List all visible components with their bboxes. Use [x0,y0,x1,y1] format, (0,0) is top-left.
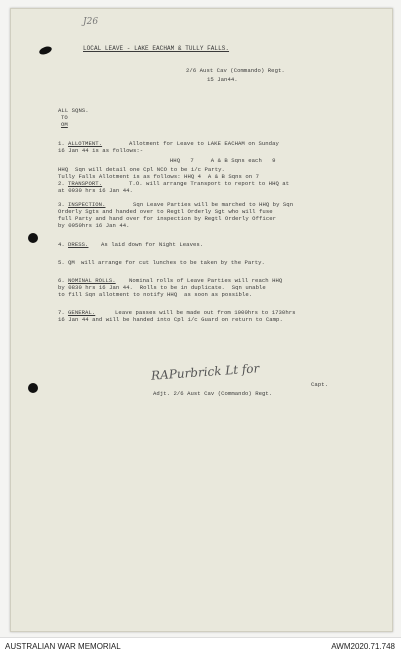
para-line: 16 Jan 44 is as follows:- [58,147,144,154]
para-number: 4. [58,241,65,248]
para-line: 16 Jan 44 and will be handed into Cpl i/c Guard on return to Camp. [58,316,283,323]
pencil-annotation: J26 [83,17,99,27]
handwritten-signature: RAPurbrick Lt for [150,361,260,383]
para-number: 2. [58,180,65,187]
document-date: 15 Jan44. [207,76,238,83]
para-title: GENERAL. [68,309,96,316]
unit-name: 2/6 Aust Cav (Commando) Regt. [186,67,285,74]
para-line: Leave passes will be made out from 1000hrs to 1730hrs [115,309,296,316]
para-line: Allotment for Leave to LAKE EACHAM on Sunday [129,140,279,147]
signature-block: Adjt. 2/6 Aust Cav (Commando) Regt. [153,390,273,397]
archive-footer [0,637,401,654]
addressee-to: TO [61,114,68,121]
para-number: 5. [58,259,65,266]
para-line: will arrange for cut lunches to be taken by the Party. [81,259,265,266]
para-number: 1. [58,140,65,147]
para-line: by 0950hrs 16 Jan 44. [58,222,130,229]
para-title: NOMINAL ROLLS. [68,277,116,284]
para-number: 7. [58,309,65,316]
para-number: 6. [58,277,65,284]
para-line: by 0830 hrs 16 Jan 44. Rolls to be in duplicate. Sqn unable [58,284,266,291]
punch-hole-bottom [28,383,38,393]
para-line: Orderly Sgts and handed over to Regtl Orderly Sgt who will fuse [58,208,273,215]
para-line: Tully Falls Allotment is as follows: HHQ 4 A & B Sqns on 7 [58,173,260,180]
para-title: INSPECTION. [68,201,106,208]
para-line: HHQ Sqn will detail one Cpl NCO to be i/c Party. [58,166,225,173]
addressee-om: OM [61,121,68,128]
para-title: QM [68,259,75,266]
archive-reference: AWM2020.71.748 [331,642,395,651]
para-line: Nominal rolls of Leave Parties will reach HHQ [129,277,283,284]
punch-hole-middle [28,233,38,243]
para-title: DRESS. [68,241,89,248]
para-line: full Party and hand over for inspection by Regtl Orderly Officer [58,215,277,222]
archive-name: AUSTRALIAN WAR MEMORIAL [5,642,121,651]
para-line: Sqn Leave Parties will be marched to HHQ by Sqn [133,201,294,208]
para-title: ALLOTMENT. [68,140,103,147]
signature-rank: Capt. [311,381,329,388]
addressee: ALL SQNS. [58,107,89,114]
document-title: LOCAL LEAVE - LAKE EACHAM & TULLY FALLS. [83,45,230,52]
punch-hole-top [38,45,53,56]
para-line: As laid down for Night Leaves. [101,241,204,248]
para-line: HHQ 7 A & B Sqns each 9 [129,157,276,164]
para-line: T.O. will arrange Transport to report to HHQ at [129,180,290,187]
document-sheet [10,8,393,632]
para-title: TRANSPORT. [68,180,103,187]
para-line: to fill Sqn allotment to notify HHQ as soon as possible. [58,291,253,298]
para-line: at 0930 hrs 16 Jan 44. [58,187,133,194]
para-number: 3. [58,201,65,208]
